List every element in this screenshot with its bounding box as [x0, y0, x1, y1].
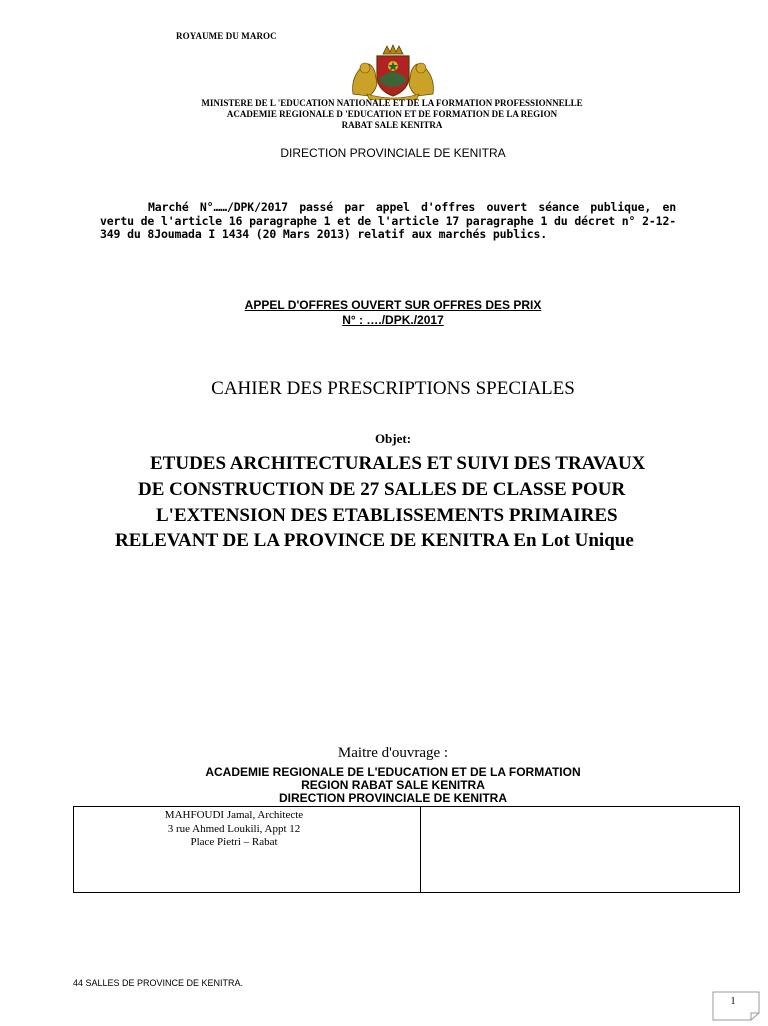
architect-address: 3 rue Ahmed Loukili, Appt 12 [167, 822, 301, 835]
contact-table [73, 806, 740, 893]
coat-of-arms-icon [345, 44, 441, 100]
architect-cell [74, 809, 394, 850]
marche-paragraph: Marché N°……/DPK/2017 passé par appel d'offres ouvert séance publique, en vertu de l'article 16 paragraphe 1 et de l'article 17 paragraphe 1 du décret n° 2-12-349 du 8Joumada I 1434 (20 Mars 2013) relatif aux marchés publics. [100, 200, 676, 242]
appel-title: APPEL D'OFFRES OUVERT SUR OFFRES DES PRIX [244, 298, 542, 312]
kingdom-header: ROYAUME DU MAROC [176, 31, 277, 41]
ministry-line: MINISTERE DE L 'EDUCATION NATIONALE ET DE LA FORMATION PROFESSIONNELLE [201, 98, 583, 108]
page-number: 1 [730, 996, 736, 1007]
objet-line: DE CONSTRUCTION DE 27 SALLES DE CLASSE POUR [138, 479, 626, 500]
maitre-line: ACADEMIE REGIONALE DE L'EDUCATION ET DE LA FORMATION [205, 765, 581, 779]
objet-line: ETUDES ARCHITECTURALES ET SUIVI DES TRAVAUX [150, 453, 646, 474]
objet-line: RELEVANT DE LA PROVINCE DE KENITRA En Lot Unique [115, 530, 634, 551]
maitre-ouvrage-label: Maitre d'ouvrage : [337, 745, 449, 761]
appel-number: N° : …./DPK./2017 [342, 313, 444, 327]
academy-line: ACADEMIE REGIONALE D 'EDUCATION ET DE FORMATION DE LA REGION [226, 109, 558, 119]
objet-line: L'EXTENSION DES ETABLISSEMENTS PRIMAIRES [156, 505, 618, 526]
architect-city: Place Pietri – Rabat [190, 836, 278, 848]
direction-heading: DIRECTION PROVINCIALE DE KENITRA [280, 146, 506, 160]
footer-note: 44 SALLES DE PROVINCE DE KENITRA. [73, 978, 244, 988]
region-line: RABAT SALE KENITRA [341, 120, 443, 130]
maitre-line: REGION RABAT SALE KENITRA [301, 778, 485, 792]
maitre-line: DIRECTION PROVINCIALE DE KENITRA [278, 791, 507, 805]
architect-name: MAHFOUDI Jamal, Architecte [164, 809, 304, 821]
table-divider [420, 807, 421, 892]
document-title: CAHIER DES PRESCRIPTIONS SPECIALES [211, 378, 575, 399]
ministry-block [0, 98, 768, 131]
objet-label: Objet: [374, 431, 412, 446]
appel-offres-block [0, 298, 768, 328]
